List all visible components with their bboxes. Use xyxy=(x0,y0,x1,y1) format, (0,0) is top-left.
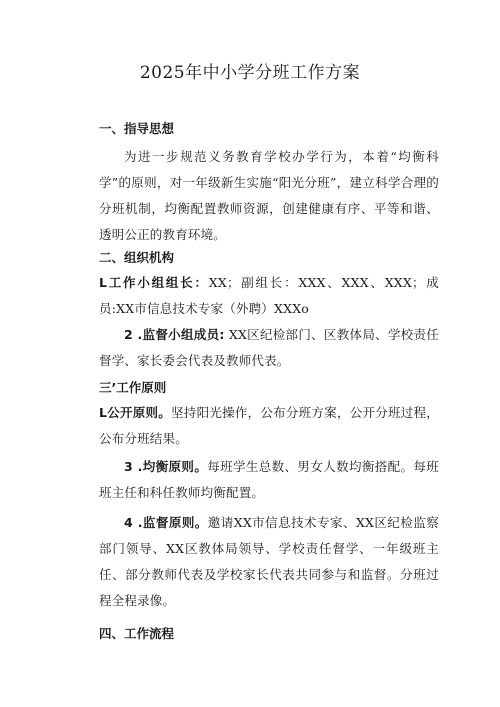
principle-supervision xyxy=(99,510,439,614)
document-title: 2025年中小学分班工作方案 xyxy=(139,63,361,83)
section-body-guiding-ideology: 为进一步规范义务教育学校办学行为，本着“均衡科学”的原则，对一年级新生实施“阳光分班”，建立科学合理的分班机制，均衡配置教师资源，创建健康有序、平等和谐、透明公正的教育环境。 xyxy=(99,149,439,242)
principle-balance-lead: 3 .均衡原则。 xyxy=(124,459,208,474)
principle-openness-lead: L公开原则。 xyxy=(99,405,172,420)
org-item-supervision-group-text: XX区纪检部门、区教体局、学校责任督学、家长委会代表及教师代表。 xyxy=(99,327,440,368)
section-heading-organization: 二、组织机构 xyxy=(99,250,175,265)
principle-openness xyxy=(99,400,439,452)
org-item-working-group-lead: L工作小组组长： xyxy=(99,275,209,290)
principle-balance-text: 每班学生总数、男女人数均衡搭配。每班班主任和科任教师均衡配置。 xyxy=(99,459,439,500)
section-heading-workflow: 四、工作流程 xyxy=(99,626,175,641)
org-item-supervision-group xyxy=(99,322,439,374)
principle-supervision-lead: 4 .监督原则。 xyxy=(124,515,208,530)
principle-balance xyxy=(99,454,439,506)
principle-supervision-text: 邀请XX市信息技术专家、XX区纪检监察部门领导、XX区教体局领导、学校责任督学、一年级班主任、部分教师代表及学校家长代表共同参与和监督。分班过程全程录像。 xyxy=(99,515,439,608)
org-item-working-group-text: XX；副组长：XXX、XXX、XXX；成员:XX市信息技术专家（外聘）XXXo xyxy=(99,275,439,316)
org-item-supervision-group-lead: 2 .监督小组成员: xyxy=(124,327,225,342)
section-heading-guiding-ideology: 一、指导思想 xyxy=(99,121,175,136)
principle-openness-text: 坚持阳光操作，公布分班方案，公开分班过程，公布分班结果。 xyxy=(99,405,439,446)
org-item-working-group xyxy=(99,270,439,322)
section-heading-principles: 三’工作原则 xyxy=(99,380,167,395)
